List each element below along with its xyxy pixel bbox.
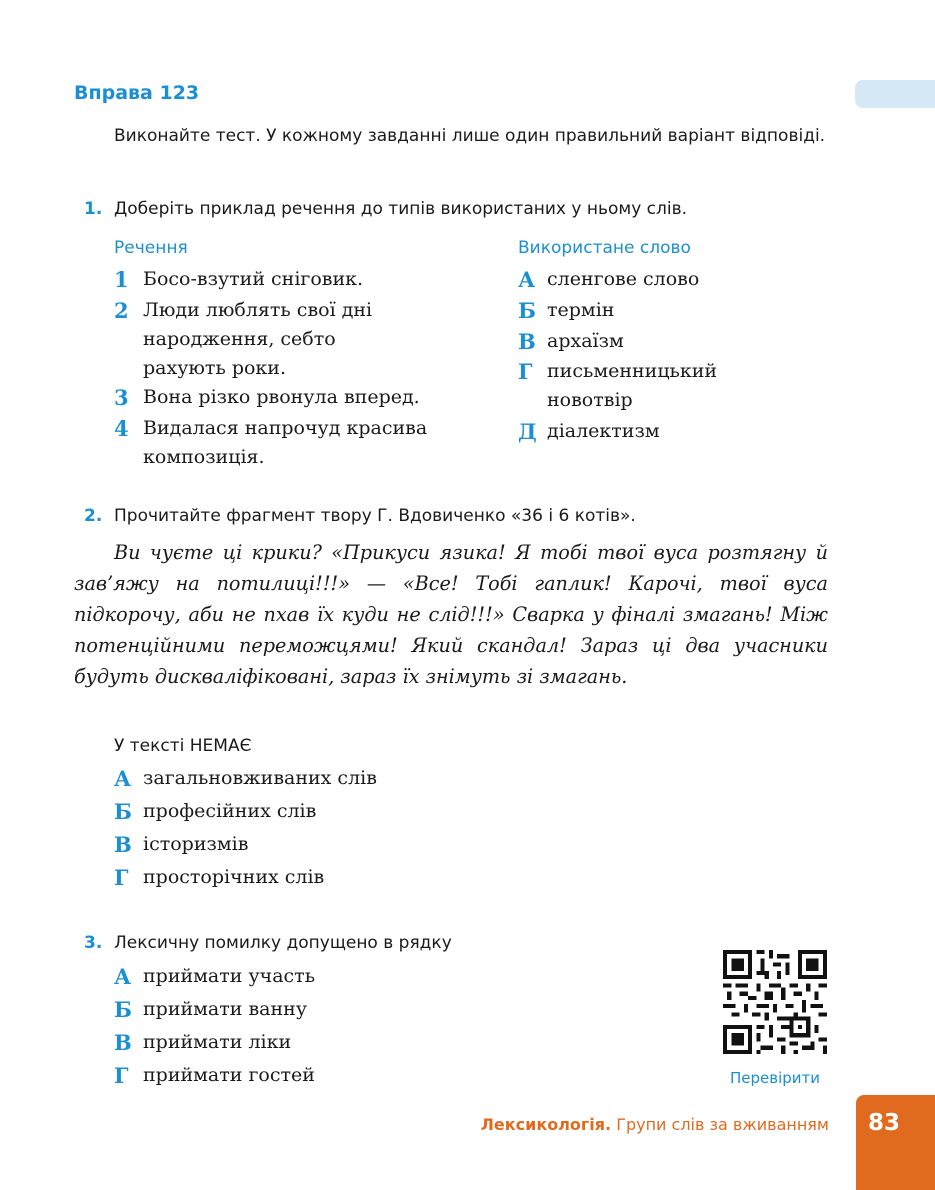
sentence-number: 2: [114, 298, 129, 323]
check-answers-link[interactable]: Перевірити: [729, 1069, 821, 1087]
answer-option: [114, 962, 514, 991]
option-text: приймати участь: [143, 965, 316, 987]
task-3-prompt: Лексичну помилку допущено в рядку: [114, 933, 452, 953]
word-type-text: термін: [547, 299, 615, 321]
word-type-item: [518, 265, 818, 294]
page-number: 83: [867, 1110, 900, 1136]
sentence-number: 4: [114, 416, 129, 441]
word-types-header: Використане слово: [518, 238, 691, 258]
exercise-title: Вправа 123: [74, 82, 200, 104]
answer-option: [114, 1028, 514, 1057]
option-text: приймати ліки: [143, 1031, 292, 1053]
option-letter: В: [114, 1030, 132, 1055]
answer-option: [114, 995, 514, 1024]
task-2-question: У тексті НЕМАЄ: [114, 736, 252, 756]
exercise-intro: Виконайте тест. У кожному завданні лише один правильний варіант відповіді.: [114, 126, 826, 146]
qr-code-icon[interactable]: [723, 950, 827, 1054]
answer-option: [114, 797, 514, 826]
option-letter: А: [114, 766, 132, 791]
sentence-item: [114, 414, 484, 472]
sentence-text: Видалася напрочуд красива композиція.: [143, 417, 428, 468]
sentence-text: Вона різко рвонула вперед.: [143, 386, 420, 408]
option-letter: Г: [114, 1063, 129, 1088]
answer-option: [114, 1061, 514, 1090]
sentence-item: [114, 383, 484, 412]
answer-option: [114, 764, 514, 793]
word-type-letter: Б: [518, 298, 536, 323]
word-type-letter: В: [518, 329, 536, 354]
word-type-text: архаїзм: [547, 330, 624, 352]
word-type-item: [518, 327, 818, 356]
word-type-text: письменницький новотвір: [547, 360, 718, 411]
task-1-prompt: Доберіть приклад речення до типів використаних у ньому слів.: [114, 199, 688, 219]
footer-section-rest: Групи слів за вживанням: [616, 1115, 829, 1134]
option-text: приймати гостей: [143, 1064, 315, 1086]
sentence-number: 1: [114, 267, 129, 292]
task-1-number: 1.: [84, 199, 103, 219]
option-letter: В: [114, 832, 132, 857]
option-letter: Г: [114, 865, 129, 890]
option-text: загальновживаних слів: [143, 767, 377, 789]
option-letter: Б: [114, 997, 132, 1022]
word-type-letter: Г: [518, 359, 533, 384]
option-text: приймати ванну: [143, 998, 308, 1020]
task-2-prompt: Прочитайте фрагмент твору Г. Вдовиченко «36 і 6 котів».: [114, 506, 636, 526]
word-type-item: [518, 417, 818, 446]
option-text: професійних слів: [143, 800, 317, 822]
option-letter: А: [114, 964, 132, 989]
option-text: історизмів: [143, 833, 249, 855]
footer-section-title: [481, 1115, 829, 1134]
literary-quote: Ви чуєте ці крики? «Прикуси язика! Я тобі твої вуса розтягну й зав’яжу на потилиці!!!» — «Все! Тобі гаплик! Карочі, твої вуса підкорочу, аби не пхав їх куди не слід!!!» Сварка у фіналі змагань! Між потенційними переможцями! Який скандал! Зараз ці два учасники будуть дискваліфіковані, зараз їх знімуть зі змагань.: [74, 541, 828, 688]
sentence-number: 3: [114, 385, 129, 410]
word-type-item: [518, 296, 818, 325]
sentence-item: [114, 265, 484, 294]
word-type-text: діалектизм: [547, 420, 660, 442]
task-3-number: 3.: [84, 933, 103, 953]
sentence-text: Люди люблять свої дні народження, себто рахують роки.: [143, 299, 373, 379]
word-type-item: [518, 357, 778, 415]
side-tab-decoration: [855, 80, 935, 108]
task-2-number: 2.: [84, 506, 103, 526]
word-type-letter: Д: [518, 419, 537, 444]
answer-option: [114, 830, 514, 859]
sentence-text: Босо-взутий сніговик.: [143, 268, 364, 290]
sentences-header: Речення: [114, 238, 188, 258]
word-type-text: сленгове слово: [547, 268, 700, 290]
sentence-item: [114, 296, 394, 383]
option-letter: Б: [114, 799, 132, 824]
footer-section-bold: Лексикологія.: [480, 1115, 612, 1134]
option-text: просторічних слів: [143, 866, 325, 888]
word-type-letter: А: [518, 267, 536, 292]
answer-option: [114, 863, 514, 892]
